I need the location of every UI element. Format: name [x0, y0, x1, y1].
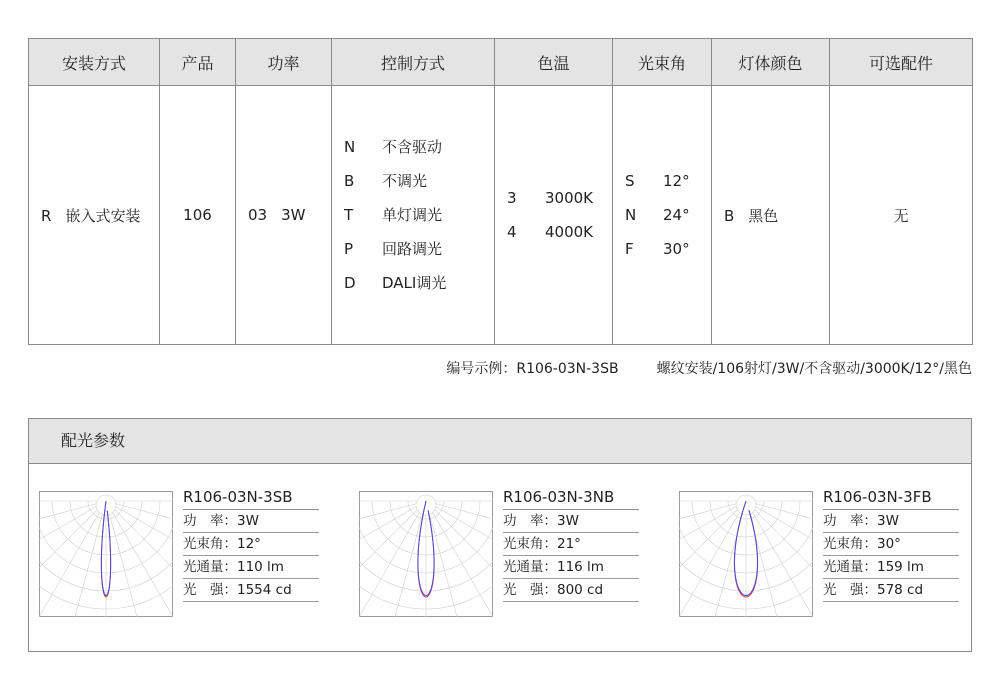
list-item: 4 4000K	[507, 223, 594, 241]
color-code: B	[724, 206, 735, 225]
power-code: 03	[248, 206, 268, 224]
cell-color	[712, 86, 830, 345]
install-label: 嵌入式安装	[65, 206, 141, 225]
distribution-card	[39, 487, 339, 627]
list-item: B 不调光	[344, 172, 428, 190]
beam-row: 光束角：21°	[503, 533, 639, 556]
list-item: S 12°	[625, 172, 690, 190]
power-label: 3W	[281, 206, 306, 224]
polar-center	[736, 495, 756, 515]
model-number: R106-03N-3NB	[503, 487, 639, 510]
power-row: 功 率：3W	[183, 510, 319, 533]
cell-accessory: 无	[830, 86, 973, 345]
header-accessory: 可选配件	[830, 39, 973, 86]
model-number: R106-03N-3FB	[823, 487, 959, 510]
example-line	[446, 358, 972, 378]
intensity-row: 光 强：578 cd	[823, 579, 959, 602]
cct-list	[507, 181, 612, 249]
list-item: F 30°	[625, 240, 690, 258]
color-label: 黑色	[748, 206, 779, 225]
table-header-row	[29, 39, 973, 86]
distribution-card	[679, 487, 979, 627]
spec-info	[503, 487, 639, 602]
polar-diagram	[39, 491, 173, 617]
example-description: 螺纹安装/106射灯/3W/不含驱动/3000K/12°/黑色	[656, 361, 972, 377]
header-control: 控制方式	[332, 39, 495, 86]
beam-row: 光束角：12°	[183, 533, 319, 556]
spec-table	[28, 38, 973, 345]
cell-product: 106	[160, 86, 236, 345]
list-item: 3 3000K	[507, 189, 594, 207]
control-list	[344, 130, 494, 300]
polar-center	[416, 495, 436, 515]
header-beam: 光束角	[613, 39, 712, 86]
header-power: 功率	[236, 39, 332, 86]
flux-row: 光通量：110 lm	[183, 556, 319, 579]
list-item: N 24°	[625, 206, 690, 224]
list-item: D DALI调光	[344, 274, 447, 292]
header-install: 安装方式	[29, 39, 160, 86]
polar-diagram	[359, 491, 493, 617]
power-row: 功 率：3W	[503, 510, 639, 533]
list-item: P 回路调光	[344, 240, 443, 258]
polar-diagram	[679, 491, 813, 617]
intensity-row: 光 强：800 cd	[503, 579, 639, 602]
cell-install	[29, 86, 160, 345]
cell-cct	[495, 86, 613, 345]
distribution-card	[359, 487, 659, 627]
header-cct: 色温	[495, 39, 613, 86]
spec-info	[823, 487, 959, 602]
power-row: 功 率：3W	[823, 510, 959, 533]
spec-info	[183, 487, 319, 602]
cell-control	[332, 86, 495, 345]
light-distribution-panel	[28, 418, 972, 652]
model-number: R106-03N-3SB	[183, 487, 319, 510]
install-code: R	[41, 206, 52, 225]
table-row	[29, 86, 973, 345]
flux-row: 光通量：116 lm	[503, 556, 639, 579]
intensity-row: 光 强：1554 cd	[183, 579, 319, 602]
cell-power	[236, 86, 332, 345]
light-panel-title: 配光参数	[29, 419, 971, 464]
header-color: 灯体颜色	[712, 39, 830, 86]
list-item: N 不含驱动	[344, 138, 443, 156]
header-product: 产品	[160, 39, 236, 86]
example-label: 编号示例：R106-03N-3SB	[446, 361, 619, 377]
beam-row: 光束角：30°	[823, 533, 959, 556]
list-item: T 单灯调光	[344, 206, 443, 224]
beam-list	[625, 164, 711, 266]
flux-row: 光通量：159 lm	[823, 556, 959, 579]
cell-beam	[613, 86, 712, 345]
